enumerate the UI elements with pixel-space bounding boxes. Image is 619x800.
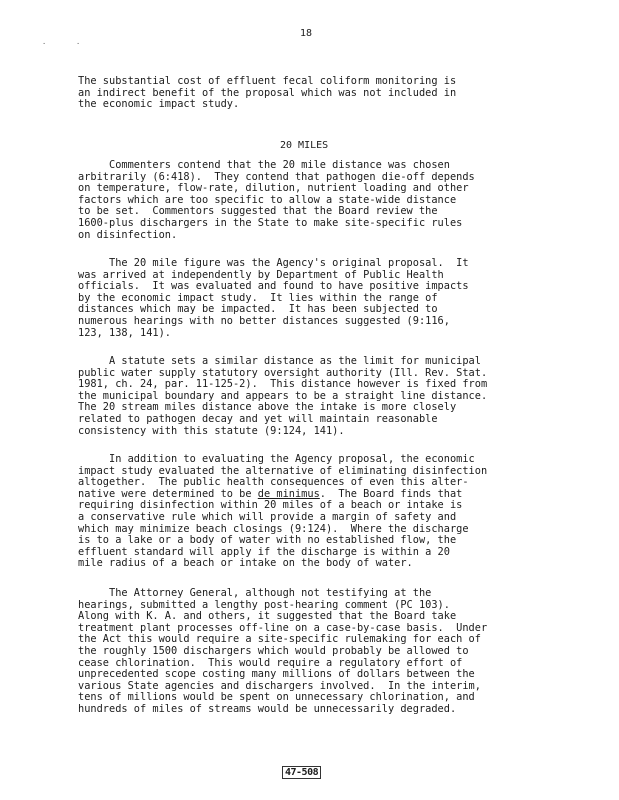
paragraph-2 [78, 258, 548, 339]
text-line: officials. It was evaluated and found to have positive impacts [78, 280, 469, 293]
text-line: In addition to evaluating the Agency proposal, the economic [78, 453, 475, 465]
text-line: on disinfection. [78, 228, 178, 241]
text-line: factors which are too specific to allow a state-wide distance [78, 193, 457, 206]
text-line: hundreds of miles of streams would be unnecessarily degraded. [78, 702, 457, 715]
page-number: 18 [300, 28, 313, 39]
text-line: the Act this would require a site-specific rulemaking for each of [78, 633, 481, 646]
emphasized-term: de minimus [257, 487, 320, 500]
text-line: was arrived at independently by Department of Public Health [78, 268, 444, 281]
text-line: the economic impact study. [78, 98, 240, 111]
intro-paragraph [78, 76, 548, 111]
text-line: Along with K. A. and others, it suggested that the Board take [78, 610, 457, 623]
text-line: requiring disinfection within 20 miles of a beach or intake is [78, 499, 463, 512]
text-line: to be set. Commentors suggested that the Board review the [78, 205, 438, 218]
text-line: A statute sets a similar distance as the limit for municipal [78, 355, 481, 367]
text-line: the municipal boundary and appears to be a straight line distance. [78, 389, 488, 402]
text-line: arbitrarily (6:418). They contend that pathogen die-off depends [78, 170, 475, 183]
text-line: impact study evaluated the alternative of eliminating disinfection [78, 464, 488, 477]
text-line: related to pathogen decay and yet will maintain reasonable [78, 412, 438, 425]
paragraph-1 [78, 160, 548, 241]
paragraph-5 [78, 588, 548, 716]
text-line: public water supply statutory oversight authority (Ill. Rev. Stat. [78, 366, 488, 379]
paragraph-4 [78, 454, 548, 570]
text-line: cease chlorination. This would require a regulatory effort of [78, 656, 463, 669]
text-line: The 20 mile figure was the Agency's original proposal. It [78, 257, 469, 269]
text-line: an indirect benefit of the proposal which was not included in [78, 86, 457, 99]
text-line: 123, 138, 141). [78, 326, 171, 339]
text-line: unprecedented scope costing many millions of dollars between the [78, 668, 475, 681]
paragraph-3 [78, 356, 548, 437]
text-line: The Attorney General, although not testifying at the [78, 587, 432, 599]
text-line: The 20 stream miles distance above the intake is more closely [78, 401, 457, 414]
text-line: hearings, submitted a lengthy post-hearing comment (PC 103). [78, 598, 450, 611]
text-line: tens of millions would be spent on unnecessary chlorination, and [78, 691, 475, 704]
text-line: treatment plant processes off-line on a case-by-case basis. Under [78, 621, 488, 634]
section-heading: 20 MILES [280, 140, 329, 151]
text-line: numerous hearings with no better distances suggested (9:116, [78, 314, 450, 327]
text-line: consistency with this statute (9:124, 141). [78, 424, 345, 437]
text-line: effluent standard will apply if the discharge is within a 20 [78, 545, 450, 558]
text-line: various State agencies and dischargers involved. In the interim, [78, 679, 481, 692]
margin-mark: . [76, 38, 81, 46]
text-line: by the economic impact study. It lies within the range of [78, 291, 438, 304]
text-line: the roughly 1500 dischargers which would probably be allowed to [78, 644, 469, 657]
text-line: mile radius of a beach or intake on the body of water. [78, 557, 413, 570]
text-fragment: . The Board finds that [319, 487, 463, 500]
text-fragment: native were determined to be [78, 487, 258, 500]
text-line: distances which may be impacted. It has been subjected to [78, 303, 438, 316]
text-line: a conservative rule which will provide a margin of safety and [78, 510, 457, 523]
text-line: Commenters contend that the 20 mile distance was chosen [78, 159, 450, 171]
text-line: on temperature, flow-rate, dilution, nutrient loading and other [78, 182, 469, 195]
footer-stamp: 47-508 [282, 766, 321, 779]
text-line: 1600-plus dischargers in the State to make site-specific rules [78, 216, 463, 229]
margin-mark: . [42, 38, 47, 46]
text-line: 1981, ch. 24, par. 11-125-2). This distance however is fixed from [78, 378, 488, 391]
text-line: altogether. The public health consequences of even this alter- [78, 476, 469, 489]
text-line: is to a lake or a body of water with no established flow, the [78, 534, 457, 547]
text-line: The substantial cost of effluent fecal coliform monitoring is [78, 75, 457, 87]
text-line: which may minimize beach closings (9:124). Where the discharge [78, 522, 469, 535]
